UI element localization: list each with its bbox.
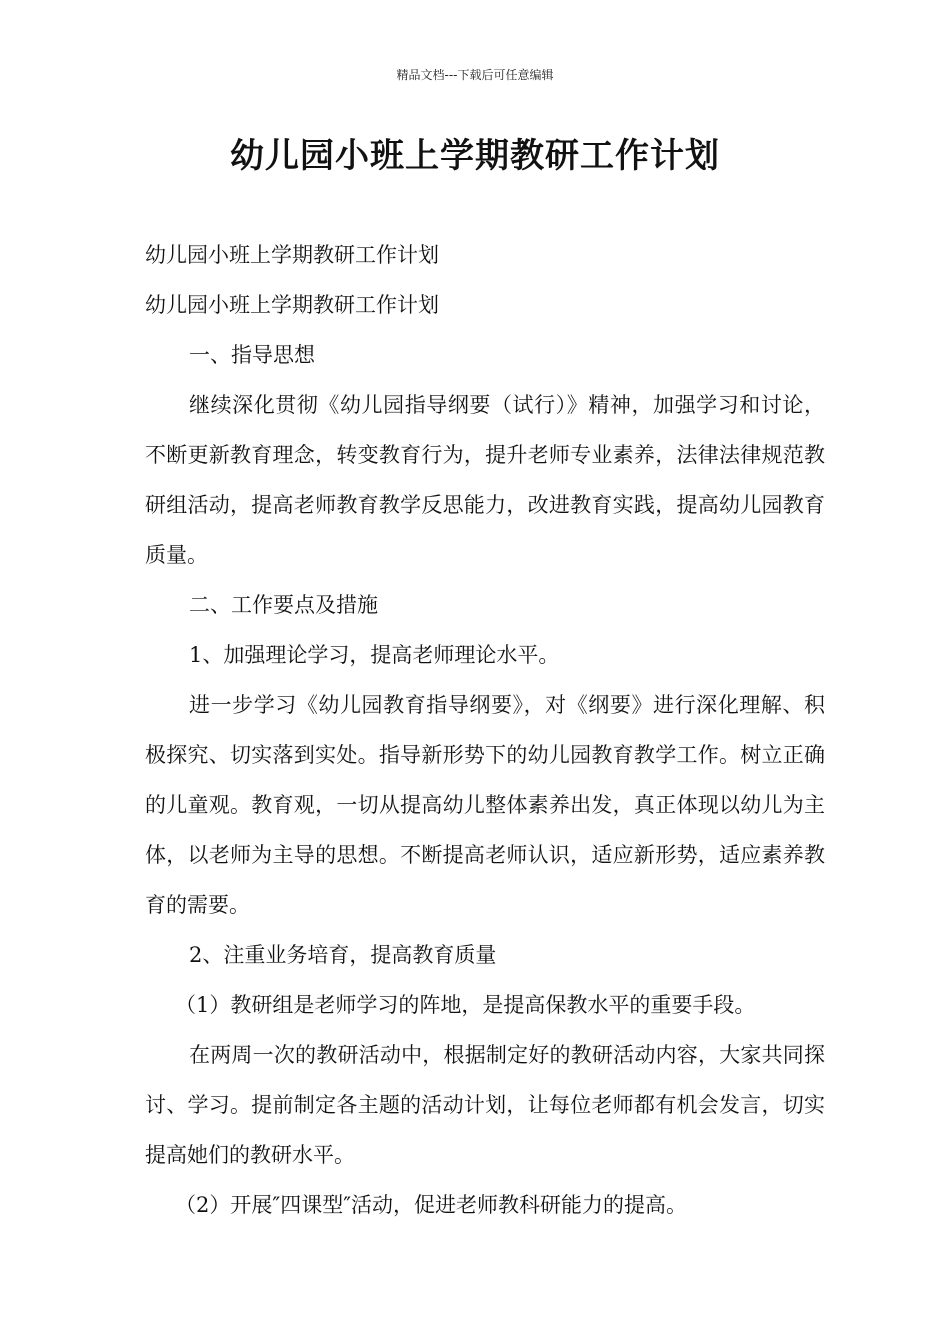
paragraph-theory-study: 进一步学习《幼儿园教育指导纲要》，对《纲要》进行深化理解、积极探究、切实落到实处。指导新形势下的幼儿园教育教学工作。树立正确的儿童观。教育观，一切从提高幼儿整体素养出发，真正体现以幼儿为主体，以老师为主导的思想。不断提高老师认识，适应新形势，适应素养教育的需要。 (145, 693, 825, 917)
document-body (145, 230, 825, 1230)
section-heading-work-points: 二、工作要点及措施 (189, 593, 378, 617)
paragraph-subtitle-2: 幼儿园小班上学期教研工作计划 (145, 293, 439, 317)
subitem-research-group: （1）教研组是老师学习的阵地，是提高保教水平的重要手段。 (175, 993, 756, 1017)
page-header: 精品文档---下载后可任意编辑 (396, 68, 554, 82)
item-theory-study: 1、加强理论学习，提高老师理论水平。 (189, 643, 560, 667)
section-heading-guiding-ideas: 一、指导思想 (189, 343, 315, 367)
paragraph-guiding-ideas: 继续深化贯彻《幼儿园指导纲要（试行）》精神，加强学习和讨论，不断更新教育理念，转变教育行为，提升老师专业素养，法律法律规范教研组活动，提高老师教育教学反思能力，改进教育实践，提高幼儿园教育质量。 (145, 393, 825, 567)
subitem-four-lesson-types: （2）开展″四课型″活动，促进老师教科研能力的提高。 (175, 1193, 688, 1217)
document-title: 幼儿园小班上学期教研工作计划 (230, 136, 720, 176)
paragraph-research-activities: 在两周一次的教研活动中，根据制定好的教研活动内容，大家共同探讨、学习。提前制定各主题的活动计划，让每位老师都有机会发言，切实提高她们的教研水平。 (145, 1043, 825, 1167)
item-professional-training: 2、注重业务培育，提高教育质量 (189, 943, 497, 967)
paragraph-subtitle-1: 幼儿园小班上学期教研工作计划 (145, 243, 439, 267)
